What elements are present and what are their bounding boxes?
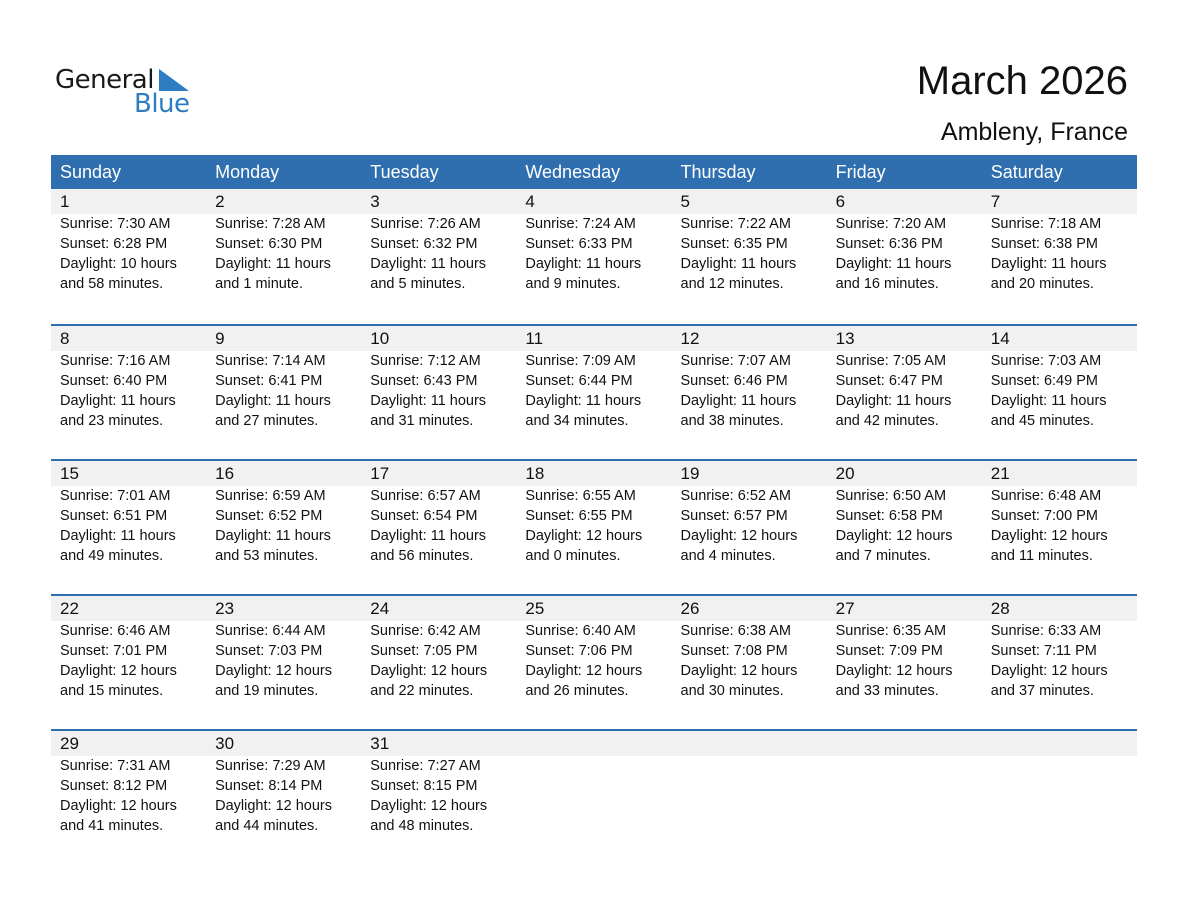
- day-number: 16: [215, 464, 235, 483]
- sunrise-time: Sunrise: 6:57 AM: [370, 488, 481, 504]
- day-number: 9: [215, 329, 225, 348]
- sunset-time: Sunset: 6:33 PM: [525, 236, 633, 252]
- day-number: 12: [680, 329, 700, 348]
- day-cell: [51, 326, 206, 431]
- daylight-minutes: and 9 minutes.: [525, 276, 621, 292]
- sunset-time: Sunset: 6:55 PM: [525, 508, 633, 524]
- sunrise-time: Sunrise: 7:24 AM: [525, 216, 636, 232]
- daylight-hours: Daylight: 11 hours: [60, 528, 176, 544]
- sunrise-time: Sunrise: 7:05 AM: [835, 353, 947, 369]
- day-number: 2: [215, 192, 225, 211]
- day-number: 5: [680, 192, 690, 211]
- sunrise-time: Sunrise: 7:31 AM: [60, 758, 171, 774]
- day-cell: [827, 461, 982, 566]
- day-number: 6: [835, 192, 846, 211]
- daylight-hours: Daylight: 11 hours: [525, 256, 642, 272]
- sunrise-time: Sunrise: 6:50 AM: [835, 488, 947, 504]
- week-row: [51, 324, 1137, 459]
- sunset-time: Sunset: 7:09 PM: [835, 643, 943, 659]
- day-cell: [361, 731, 516, 836]
- daylight-minutes: and 15 minutes.: [60, 683, 164, 699]
- sunset-time: Sunset: 6:57 PM: [680, 508, 788, 524]
- sunrise-time: Sunrise: 7:01 AM: [60, 488, 171, 504]
- day-number: 11: [525, 329, 544, 348]
- sunset-time: Sunset: 6:28 PM: [60, 236, 168, 252]
- day-cell: [982, 461, 1137, 566]
- daylight-hours: Daylight: 11 hours: [835, 256, 952, 272]
- daylight-hours: Daylight: 11 hours: [680, 393, 797, 409]
- daylight-minutes: and 12 minutes.: [680, 276, 784, 292]
- sunrise-time: Sunrise: 7:29 AM: [215, 758, 326, 774]
- sunset-time: Sunset: 6:43 PM: [370, 373, 478, 389]
- sunrise-time: Sunrise: 7:12 AM: [370, 353, 481, 369]
- sunrise-time: Sunrise: 6:40 AM: [525, 623, 636, 639]
- sunset-time: Sunset: 7:05 PM: [370, 643, 478, 659]
- sunset-time: Sunset: 7:11 PM: [990, 643, 1097, 659]
- calendar-grid: [51, 155, 1137, 864]
- day-cell: [206, 326, 361, 431]
- sunset-time: Sunset: 7:08 PM: [680, 643, 788, 659]
- sunset-time: Sunset: 6:58 PM: [835, 508, 943, 524]
- week-days: [51, 461, 1137, 566]
- day-number: 7: [990, 192, 1001, 211]
- daylight-minutes: and 22 minutes.: [370, 683, 474, 699]
- sunset-time: Sunset: 6:51 PM: [60, 508, 168, 524]
- sunrise-time: Sunrise: 7:22 AM: [680, 216, 791, 232]
- logo: [55, 64, 195, 120]
- day-number: 23: [215, 599, 235, 618]
- daylight-hours: Daylight: 11 hours: [990, 393, 1107, 409]
- daylight-minutes: and 33 minutes.: [835, 683, 939, 699]
- sunset-time: Sunset: 6:41 PM: [215, 373, 323, 389]
- day-number: 10: [370, 329, 390, 348]
- daylight-hours: Daylight: 12 hours: [990, 663, 1108, 679]
- sunrise-time: Sunrise: 6:44 AM: [215, 623, 326, 639]
- sunset-time: Sunset: 6:36 PM: [835, 236, 943, 252]
- day-number: 30: [215, 734, 235, 753]
- location-subtitle: Ambleny, France: [940, 118, 1128, 146]
- day-cell: [827, 596, 982, 701]
- day-number: 17: [370, 464, 390, 483]
- daylight-minutes: and 11 minutes.: [990, 548, 1093, 564]
- day-cell: [51, 461, 206, 566]
- day-number: 20: [835, 464, 855, 483]
- week-row: [51, 189, 1137, 324]
- daylight-hours: Daylight: 11 hours: [370, 393, 487, 409]
- daylight-minutes: and 19 minutes.: [215, 683, 319, 699]
- daylight-hours: Daylight: 12 hours: [525, 528, 643, 544]
- day-cell: [361, 461, 516, 566]
- logo-text-blue: Blue: [134, 89, 190, 119]
- weekday-wednesday: Wednesday: [525, 162, 621, 182]
- daylight-hours: Daylight: 11 hours: [215, 528, 331, 544]
- sunrise-time: Sunrise: 6:46 AM: [60, 623, 171, 639]
- day-cell: [51, 189, 206, 294]
- sunrise-time: Sunrise: 6:35 AM: [835, 623, 947, 639]
- daylight-hours: Daylight: 12 hours: [525, 663, 643, 679]
- day-number: 18: [525, 464, 545, 483]
- daylight-hours: Daylight: 11 hours: [215, 393, 331, 409]
- day-cell: [982, 596, 1137, 701]
- day-cell: [672, 326, 827, 431]
- weekday-sunday: Sunday: [60, 162, 122, 182]
- sunrise-time: Sunrise: 7:14 AM: [215, 353, 326, 369]
- day-cell: [982, 326, 1137, 431]
- week-row: [51, 459, 1137, 594]
- weekday-header-row: [51, 155, 1137, 189]
- sunrise-time: Sunrise: 6:59 AM: [215, 488, 326, 504]
- daylight-minutes: and 37 minutes.: [990, 683, 1094, 699]
- sunset-time: Sunset: 7:03 PM: [215, 643, 323, 659]
- daylight-minutes: and 7 minutes.: [835, 548, 931, 564]
- daylight-hours: Daylight: 10 hours: [60, 256, 177, 272]
- day-cell: [516, 461, 671, 566]
- weeks-container: [51, 189, 1137, 864]
- daylight-hours: Daylight: 11 hours: [680, 256, 797, 272]
- daylight-hours: Daylight: 11 hours: [525, 393, 642, 409]
- day-cell: [51, 596, 206, 701]
- sunset-time: Sunset: 6:32 PM: [370, 236, 478, 252]
- daylight-minutes: and 42 minutes.: [835, 413, 939, 429]
- daylight-minutes: and 27 minutes.: [215, 413, 319, 429]
- sunrise-time: Sunrise: 7:16 AM: [60, 353, 171, 369]
- day-number: 14: [990, 329, 1010, 348]
- daylight-minutes: and 48 minutes.: [370, 818, 474, 834]
- day-number: 29: [60, 734, 79, 753]
- daylight-minutes: and 41 minutes.: [60, 818, 164, 834]
- page-title: March 2026: [916, 59, 1128, 103]
- week-days: [51, 326, 1137, 431]
- day-cell: [51, 731, 206, 836]
- sunset-time: Sunset: 8:14 PM: [215, 778, 323, 794]
- day-cell: [206, 461, 361, 566]
- sunset-time: Sunset: 6:38 PM: [990, 236, 1098, 252]
- sunrise-time: Sunrise: 7:30 AM: [60, 216, 171, 232]
- sunrise-time: Sunrise: 7:09 AM: [525, 353, 636, 369]
- sunset-time: Sunset: 6:40 PM: [60, 373, 168, 389]
- daylight-minutes: and 34 minutes.: [525, 413, 629, 429]
- sunset-time: Sunset: 8:12 PM: [60, 778, 168, 794]
- day-cell: [361, 596, 516, 701]
- sunset-time: Sunset: 6:30 PM: [215, 236, 323, 252]
- day-cell: [827, 189, 982, 294]
- day-cell: [206, 189, 361, 294]
- daylight-hours: Daylight: 12 hours: [370, 798, 488, 814]
- sunset-time: Sunset: 6:35 PM: [680, 236, 788, 252]
- sunrise-time: Sunrise: 7:27 AM: [370, 758, 481, 774]
- day-cell: [206, 731, 361, 836]
- weekday-tuesday: Tuesday: [370, 162, 439, 182]
- daylight-hours: Daylight: 11 hours: [370, 528, 487, 544]
- daylight-minutes: and 16 minutes.: [835, 276, 939, 292]
- daylight-hours: Daylight: 11 hours: [835, 393, 952, 409]
- daylight-minutes: and 4 minutes.: [680, 548, 776, 564]
- weekday-thursday: Thursday: [680, 162, 756, 182]
- sunset-time: Sunset: 8:15 PM: [370, 778, 478, 794]
- daylight-hours: Daylight: 12 hours: [370, 663, 488, 679]
- weekday-monday: Monday: [215, 162, 280, 182]
- daylight-hours: Daylight: 11 hours: [370, 256, 487, 272]
- daylight-hours: Daylight: 11 hours: [215, 256, 331, 272]
- weekday-saturday: Saturday: [990, 162, 1063, 182]
- day-number: 4: [525, 192, 535, 211]
- day-cell: [672, 731, 827, 836]
- day-number: 13: [835, 329, 855, 348]
- sunset-time: Sunset: 6:52 PM: [215, 508, 323, 524]
- sunrise-time: Sunrise: 7:07 AM: [680, 353, 791, 369]
- daylight-hours: Daylight: 11 hours: [990, 256, 1107, 272]
- sunset-time: Sunset: 6:54 PM: [370, 508, 478, 524]
- sunset-time: Sunset: 6:46 PM: [680, 373, 788, 389]
- daylight-hours: Daylight: 12 hours: [835, 528, 953, 544]
- sunset-time: Sunset: 6:49 PM: [990, 373, 1098, 389]
- week-days: [51, 189, 1137, 294]
- daylight-minutes: and 0 minutes.: [525, 548, 621, 564]
- day-number: [525, 731, 671, 756]
- sunset-time: Sunset: 7:01 PM: [60, 643, 168, 659]
- weekday-friday: Friday: [835, 162, 886, 182]
- sunrise-time: Sunrise: 6:52 AM: [680, 488, 791, 504]
- day-cell: [516, 596, 671, 701]
- day-number: 15: [60, 464, 79, 483]
- week-days: [51, 596, 1137, 701]
- day-cell: [672, 461, 827, 566]
- daylight-minutes: and 45 minutes.: [990, 413, 1094, 429]
- daylight-minutes: and 26 minutes.: [525, 683, 629, 699]
- daylight-hours: Daylight: 12 hours: [680, 663, 798, 679]
- week-days: [51, 731, 1137, 836]
- logo-text-general: General: [55, 65, 154, 95]
- daylight-minutes: and 20 minutes.: [990, 276, 1094, 292]
- day-number: [836, 731, 982, 756]
- day-cell: [206, 596, 361, 701]
- daylight-minutes: and 38 minutes.: [680, 413, 784, 429]
- day-number: 8: [60, 329, 70, 348]
- day-cell: [827, 326, 982, 431]
- day-number: [991, 731, 1137, 756]
- sunrise-time: Sunrise: 6:33 AM: [990, 623, 1102, 639]
- daylight-minutes: and 23 minutes.: [60, 413, 164, 429]
- sunrise-time: Sunrise: 6:55 AM: [525, 488, 636, 504]
- day-cell: [516, 731, 671, 836]
- sunrise-time: Sunrise: 7:26 AM: [370, 216, 481, 232]
- daylight-hours: Daylight: 12 hours: [990, 528, 1108, 544]
- daylight-hours: Daylight: 12 hours: [680, 528, 798, 544]
- daylight-minutes: and 1 minute.: [215, 276, 303, 292]
- sunset-time: Sunset: 7:06 PM: [525, 643, 633, 659]
- day-number: 24: [370, 599, 390, 618]
- week-row: [51, 729, 1137, 864]
- sunrise-time: Sunrise: 7:18 AM: [990, 216, 1102, 232]
- day-cell: [982, 189, 1137, 294]
- daylight-hours: Daylight: 12 hours: [60, 663, 177, 679]
- sunset-time: Sunset: 6:44 PM: [525, 373, 633, 389]
- daylight-hours: Daylight: 11 hours: [60, 393, 176, 409]
- day-cell: [827, 731, 982, 836]
- day-cell: [672, 189, 827, 294]
- day-number: 25: [525, 599, 545, 618]
- sunrise-time: Sunrise: 6:42 AM: [370, 623, 481, 639]
- day-number: 19: [680, 464, 700, 483]
- daylight-minutes: and 56 minutes.: [370, 548, 474, 564]
- day-cell: [516, 326, 671, 431]
- sunrise-time: Sunrise: 7:03 AM: [990, 353, 1102, 369]
- sunrise-time: Sunrise: 7:20 AM: [835, 216, 947, 232]
- sunset-time: Sunset: 6:47 PM: [835, 373, 943, 389]
- day-number: 27: [835, 599, 855, 618]
- sunrise-time: Sunrise: 7:28 AM: [215, 216, 326, 232]
- day-number: 3: [370, 192, 380, 211]
- daylight-hours: Daylight: 12 hours: [835, 663, 953, 679]
- sunrise-time: Sunrise: 6:38 AM: [680, 623, 791, 639]
- day-cell: [361, 326, 516, 431]
- daylight-minutes: and 58 minutes.: [60, 276, 164, 292]
- daylight-minutes: and 5 minutes.: [370, 276, 466, 292]
- day-number: 26: [680, 599, 700, 618]
- daylight-hours: Daylight: 12 hours: [60, 798, 177, 814]
- daylight-hours: Daylight: 12 hours: [215, 663, 332, 679]
- daylight-minutes: and 49 minutes.: [60, 548, 164, 564]
- daylight-minutes: and 44 minutes.: [215, 818, 319, 834]
- week-row: [51, 594, 1137, 729]
- daylight-hours: Daylight: 12 hours: [215, 798, 332, 814]
- sunrise-time: Sunrise: 6:48 AM: [990, 488, 1102, 504]
- daylight-minutes: and 53 minutes.: [215, 548, 319, 564]
- day-cell: [672, 596, 827, 701]
- day-number: 22: [60, 599, 79, 618]
- sunset-time: Sunset: 7:00 PM: [990, 508, 1098, 524]
- day-number: 21: [990, 464, 1010, 483]
- daylight-minutes: and 31 minutes.: [370, 413, 474, 429]
- day-cell: [361, 189, 516, 294]
- day-number: [681, 731, 827, 756]
- day-number: 31: [370, 734, 390, 753]
- day-cell: [982, 731, 1137, 836]
- day-number: 28: [990, 599, 1010, 618]
- daylight-minutes: and 30 minutes.: [680, 683, 784, 699]
- day-cell: [516, 189, 671, 294]
- day-number: 1: [60, 192, 70, 211]
